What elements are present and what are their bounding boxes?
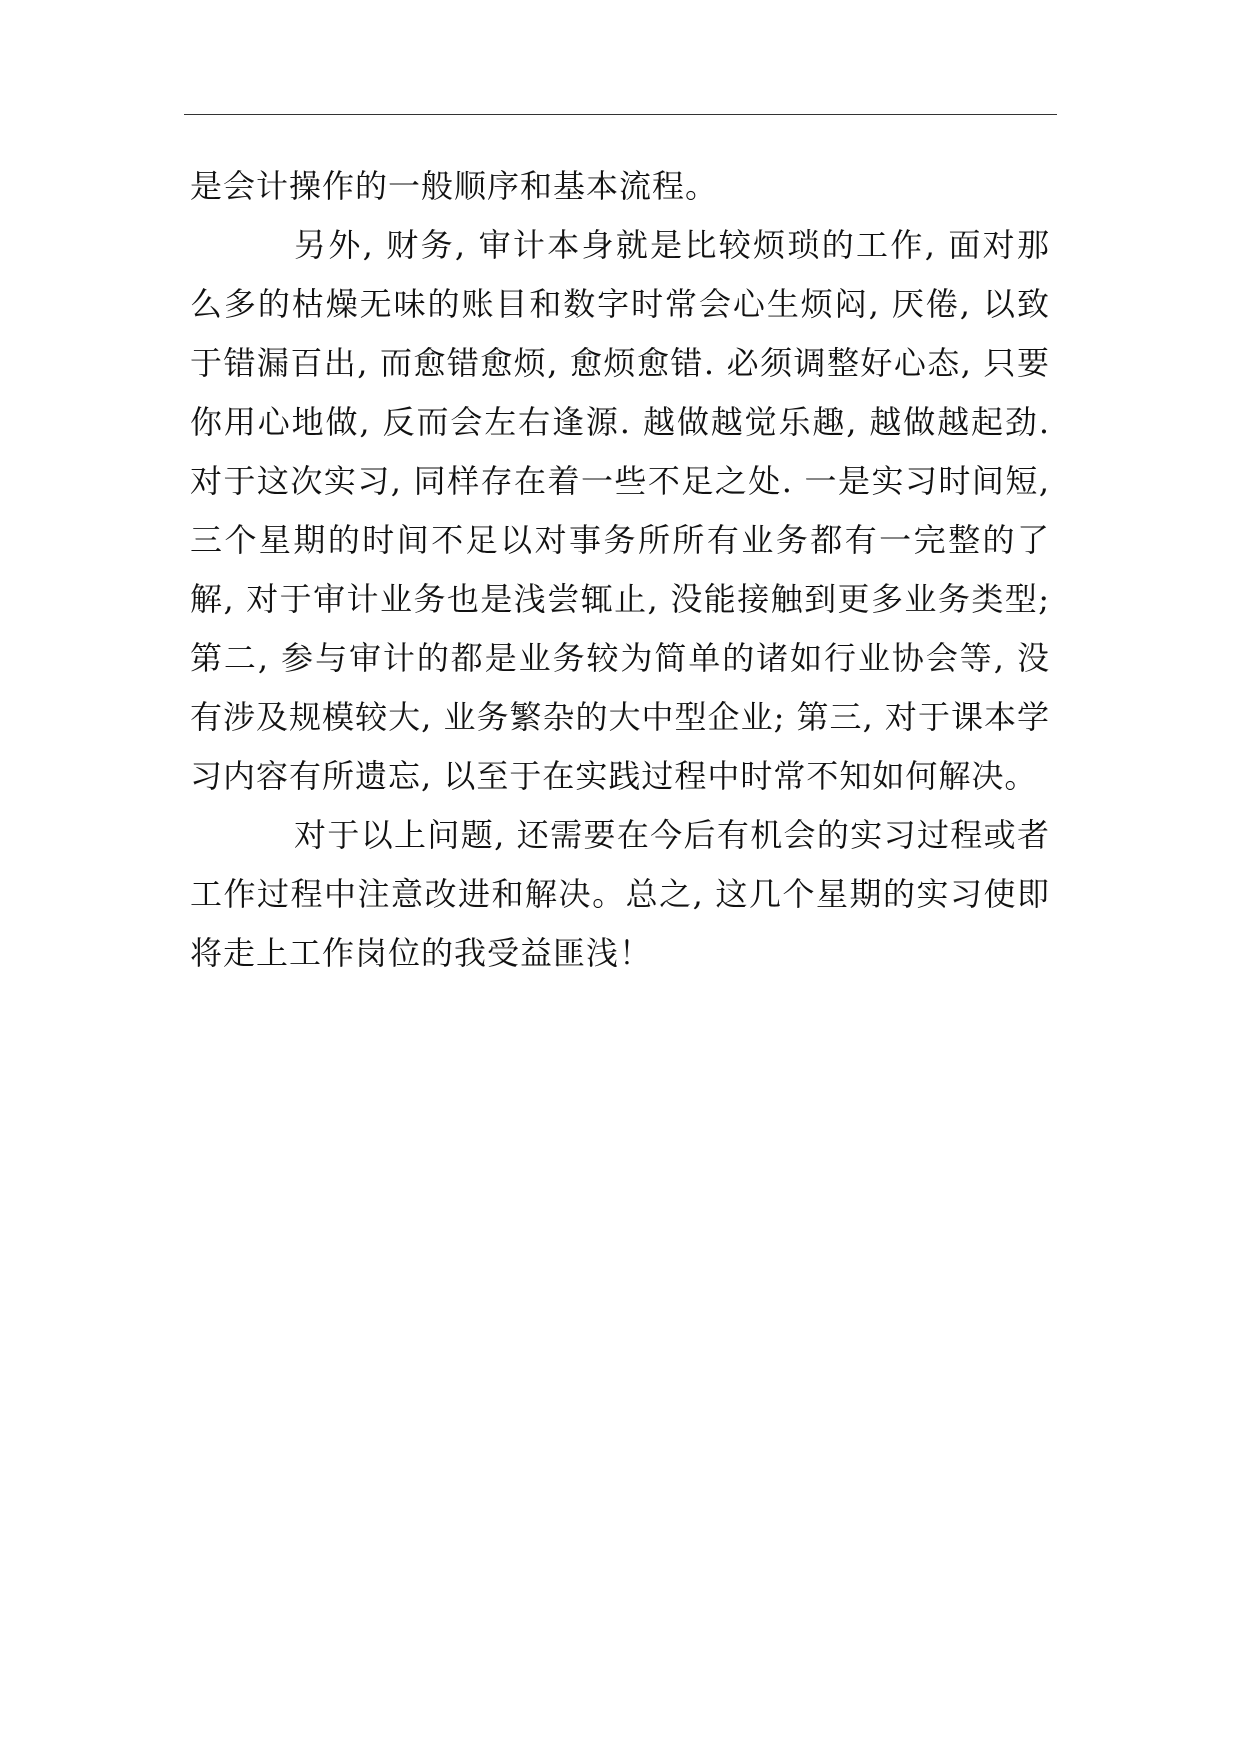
paragraph-3: 对于以上问题, 还需要在今后有机会的实习过程或者工作过程中注意改进和解决。总之, 这几个星期的实习使即将走上工作岗位的我受益匪浅！ <box>190 816 1050 972</box>
paragraph-2: 另外, 财务, 审计本身就是比较烦琐的工作, 面对那么多的枯燥无味的账目和数字时常会心生烦闷, 厌倦, 以致于错漏百出, 而愈错愈烦, 愈烦愈错. 必须调整好心态, 只要你用心地做, 反而会左右逢源. 越做越觉乐趣, 越做越起劲. 对于这次实习, 同样存在着一些不足之处. 一是实习时间短, 三个星期的时间不足以对事务所所有业务都有一完整的了解, 对于审计业务也是浅尝辄止, 没能接触到更多业务类型; 第二, 参与审计的都是业务较为简单的诸如行业协会等, 没有涉及规模较大, 业务繁杂的大中型企业; 第三, 对于课本学习内容有所遗忘, 以至于在实践过程中时常不知如何解决。 <box>190 226 1050 795</box>
paragraph-1: 是会计操作的一般顺序和基本流程。 <box>190 167 719 205</box>
header-rule <box>184 114 1057 115</box>
document-body <box>190 157 1050 983</box>
